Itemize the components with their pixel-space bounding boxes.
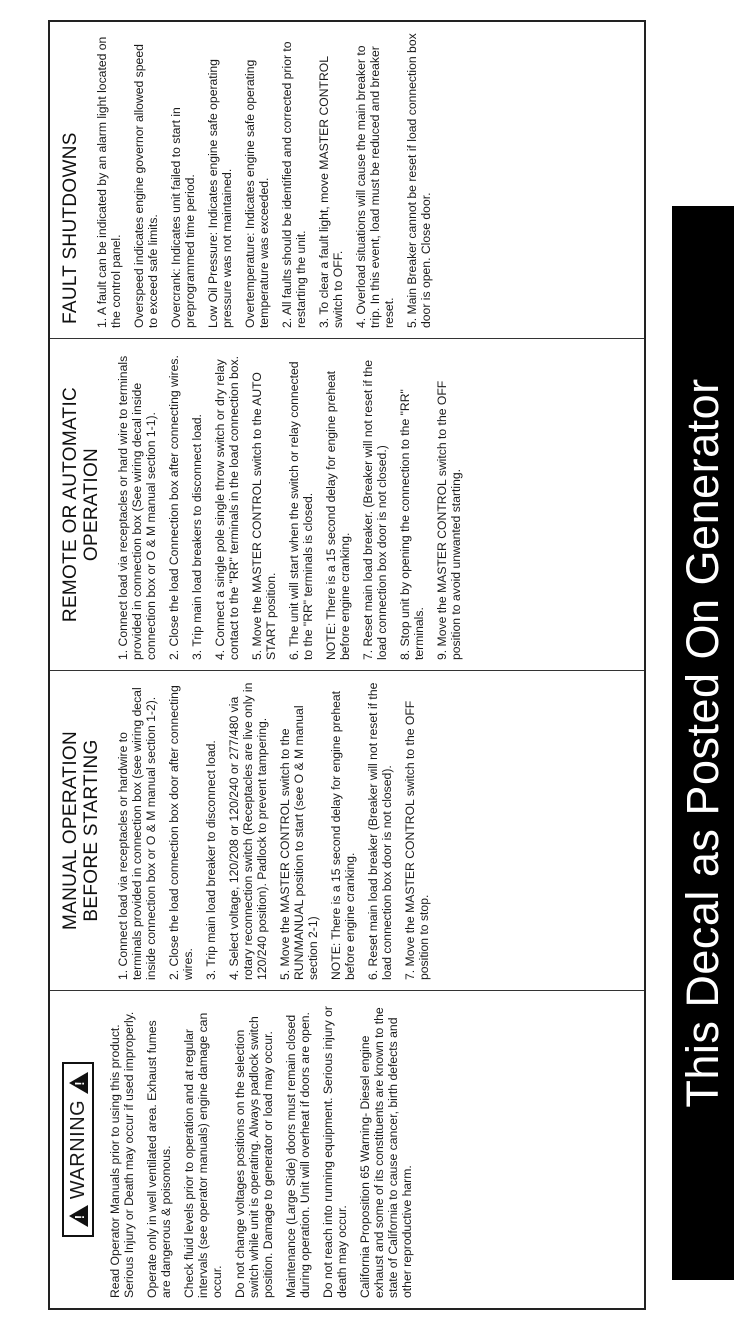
fault-item: Overspeed indicates engine governor allowed speed to exceed safe limits.	[132, 44, 160, 328]
remote-step: 7. Reset main load breaker. (Breaker will not reset if the load connection box door is not closed.)	[361, 359, 389, 660]
remote-step: 2. Close the load Connection box after connecting wires.	[167, 355, 181, 660]
remote-step: 5. Move the MASTER CONTROL switch to the AUTO START position.	[250, 372, 278, 660]
manual-note: NOTE: There is a 15 second delay for engine preheat before engine cranking.	[329, 690, 357, 980]
remote-note: NOTE: There is a 15 second delay for engine preheat before engine cranking.	[324, 370, 352, 660]
manual-step: 7. Move the MASTER CONTROL switch to the OFF position to stop.	[403, 700, 431, 980]
warning-column	[50, 990, 644, 1308]
manual-title-line2: BEFORE STARTING	[81, 739, 102, 922]
remote-operation-column	[50, 338, 644, 670]
caption-banner-text: This Decal as Posted On Generator	[677, 378, 728, 1108]
manual-operation-column	[50, 670, 644, 990]
remote-step: 8. Stop unit by opening the connection to the "RR" terminals.	[398, 389, 426, 660]
warning-triangle-icon	[69, 1072, 88, 1094]
warning-label: WARNING	[67, 1099, 89, 1200]
fault-shutdowns-column	[50, 22, 644, 338]
remote-operation-title	[60, 349, 102, 660]
decal-panel	[48, 20, 646, 1310]
warning-paragraph: Maintenance (Large Side) doors must remain closed during operation. Unit will overheat if doors are open.	[284, 1012, 312, 1298]
remote-step: 3. Trip main load breakers to disconnect load.	[190, 414, 204, 660]
manual-step: 4. Select voltage, 120/208 or 120/240 or 277/480 via rotary reconnection switch (Receptacles are live only in 120/240 position). Padlock to prevent tampering.	[227, 682, 269, 980]
warning-paragraph: Do not reach into running equipment. Serious injury or death may occur.	[321, 1006, 349, 1298]
warning-paragraph: Read Operator Manuals prior to using this product. Serious Injury or Death may occur if used improperly.	[108, 1011, 136, 1298]
remote-title-line1: REMOTE OR AUTOMATIC	[60, 386, 81, 623]
warning-triangle-icon	[69, 1205, 88, 1227]
warning-paragraph: Operate only in well ventilated area. Exhaust fumes are dangerous & poisonous.	[145, 1020, 173, 1298]
caption-banner	[672, 206, 734, 1280]
fault-item: 4. Overload situations will cause the main breaker to trip. In this event, load must be reduced and breaker reset.	[354, 45, 396, 328]
fault-item: Overcrank: Indicates unit failed to start in preprogrammed time period.	[169, 107, 197, 328]
warning-header	[62, 1001, 94, 1298]
manual-step: 5. Move the MASTER CONTROL switch to the RUN/MANUAL position to start (see O & M manual section 2-1)	[278, 705, 320, 980]
warning-paragraph: California Proposition 65 Warning- Diesel engine exhaust and some of its constituents are known to the state of California to cause cancer, birth defects and other reproductive harm.	[358, 1007, 414, 1298]
warning-paragraph: Do not change voltages positions on the selection switch while unit is operating. Always padlock switch position. Damage to generator or load may occur.	[233, 1016, 275, 1298]
manual-step: 1. Connect load via receptacles or hardwire to terminals provided in connection box (see wiring decal inside connection box or O & M manual section 1-2).	[116, 687, 158, 980]
remote-step: 4. Connect a single pole single throw switch or dry relay contact to the "RR" terminals in the load connection box.	[213, 355, 241, 660]
fault-shutdowns-title: FAULT SHUTDOWNS	[60, 132, 81, 324]
fault-item: 3. To clear a fault light, move MASTER CONTROL switch to OFF.	[317, 56, 345, 328]
remote-step: 1. Connect load via receptacles or hard wire to terminals provided in connection box (See wiring decal inside connection box or O & M manual section 1-1).	[116, 355, 158, 660]
fault-item: 1. A fault can be indicated by an alarm light located on the control panel.	[95, 36, 123, 328]
manual-operation-title	[60, 681, 102, 980]
warning-paragraph: Check fluid levels prior to operation and at regular intervals (see operator manuals) engine damage can occur.	[182, 1012, 224, 1298]
warning-label-box	[62, 1062, 94, 1237]
manual-step: 3. Trip main load breaker to disconnect load.	[204, 740, 218, 980]
manual-title-line1: MANUAL OPERATION	[60, 730, 81, 931]
fault-item: 2. All faults should be identified and corrected prior to restarting the unit.	[280, 41, 308, 328]
fault-item: 5. Main Breaker cannot be reset if load connection box door is open. Close door.	[405, 33, 433, 328]
remote-title-line2: OPERATION	[81, 447, 102, 562]
remote-step: 9. Move the MASTER CONTROL switch to the OFF position to avoid unwanted starting.	[435, 380, 463, 660]
remote-step: 6. The unit will start when the switch or relay connected to the "RR" terminals is closed.	[287, 361, 315, 660]
fault-item: Low Oil Pressure: Indicates engine safe operating pressure was not maintained.	[206, 59, 234, 328]
manual-step: 6. Reset main load breaker (Breaker will not reset if the load connection box door is not closed).	[366, 682, 394, 980]
fault-item: Overtemperature: Indicates engine safe operating temperature was exceeded.	[243, 59, 271, 328]
manual-step: 2. Close the load connection box door after connecting wires.	[167, 685, 195, 980]
